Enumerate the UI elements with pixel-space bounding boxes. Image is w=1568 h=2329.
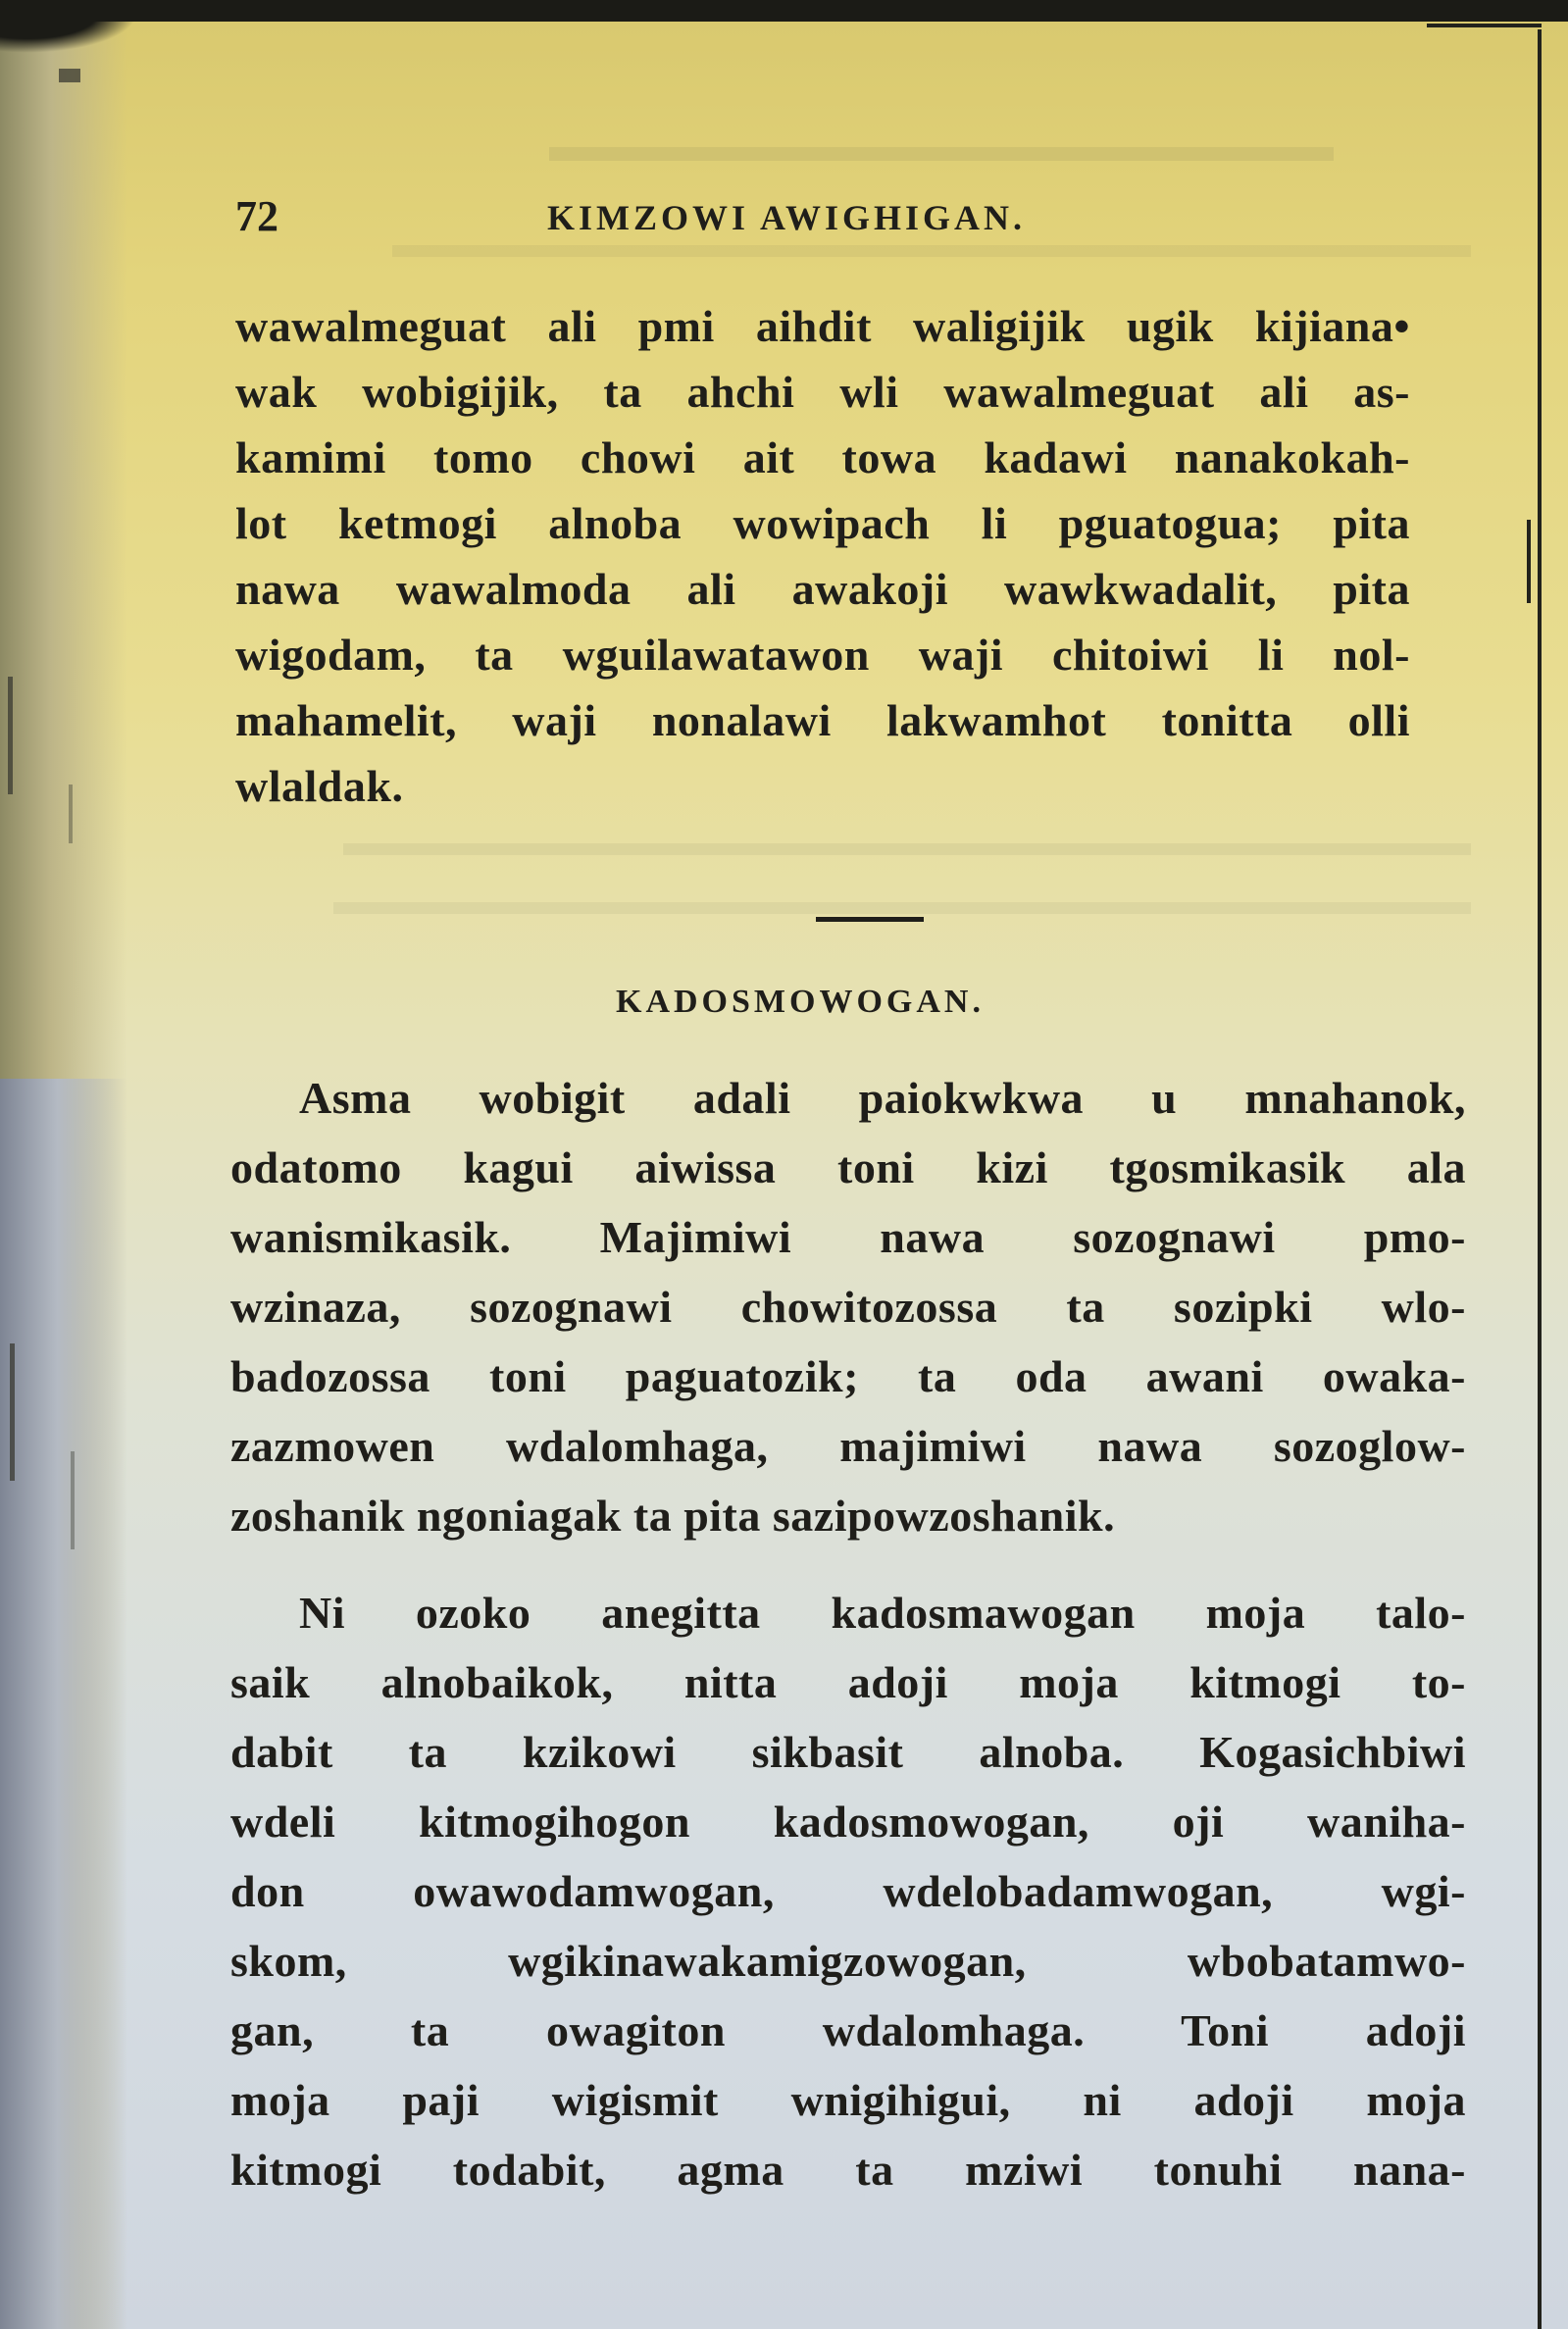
text-line: nawa wawalmoda ali awakoji wawkwadalit, pita bbox=[235, 564, 1410, 614]
section-divider bbox=[816, 917, 924, 922]
section-heading: KADOSMOWOGAN. bbox=[616, 984, 985, 1020]
text-line: odatomo kagui aiwissa toni kizi tgosmikasik ala bbox=[230, 1142, 1466, 1192]
text-line: zoshanik ngoniagak ta pita sazipowzoshanik. bbox=[230, 1491, 1116, 1541]
text-line: moja paji wigismit wnigihigui, ni adoji moja bbox=[230, 2075, 1466, 2125]
text-line: dabit ta kzikowi sikbasit alnoba. Kogasichbiwi bbox=[230, 1727, 1466, 1777]
text-line: gan, ta owagiton wdalomhaga. Toni adoji bbox=[230, 2005, 1466, 2055]
text-line: wlaldak. bbox=[235, 761, 404, 811]
text-line: saik alnobaikok, nitta adoji moja kitmogi to- bbox=[230, 1657, 1466, 1707]
text-line: wanismikasik. Majimiwi nawa sozognawi pmo- bbox=[230, 1212, 1466, 1262]
page-number: 72 bbox=[235, 192, 278, 240]
running-head: KIMZOWI AWIGHIGAN. bbox=[547, 198, 1027, 237]
page-header bbox=[235, 191, 1432, 250]
text-line: lot ketmogi alnoba wowipach li pguatogua; pita bbox=[235, 498, 1410, 548]
text-line: skom, wgikinawakamigzowogan, wbobatamwo- bbox=[230, 1936, 1466, 1986]
text-line: wdeli kitmogihogon kadosmowogan, oji waniha- bbox=[230, 1797, 1466, 1847]
text-line: wawalmeguat ali pmi aihdit waligijik ugik kijiana• bbox=[235, 301, 1410, 351]
text-line: Asma wobigit adali paiokwkwa u mnahanok, bbox=[299, 1073, 1466, 1123]
text-line: wigodam, ta wguilawatawon waji chitoiwi li nol- bbox=[235, 630, 1410, 680]
text-line: Ni ozoko anegitta kadosmawogan moja talo- bbox=[299, 1588, 1466, 1638]
text-line: kamimi tomo chowi ait towa kadawi nanakokah- bbox=[235, 432, 1410, 482]
text-line: don owawodamwogan, wdelobadamwogan, wgi- bbox=[230, 1866, 1466, 1916]
text-line: kitmogi todabit, agma ta mziwi tonuhi nana- bbox=[230, 2145, 1466, 2195]
text-line: wak wobigijik, ta ahchi wli wawalmeguat ali as- bbox=[235, 367, 1410, 417]
text-line: zazmowen wdalomhaga, majimiwi nawa sozoglow- bbox=[230, 1421, 1466, 1471]
text-line: mahamelit, waji nonalawi lakwamhot tonitta olli bbox=[235, 695, 1410, 745]
text-line: wzinaza, sozognawi chowitozossa ta sozipki wlo- bbox=[230, 1282, 1466, 1332]
text-line: badozossa toni paguatozik; ta oda awani owaka- bbox=[230, 1351, 1466, 1401]
